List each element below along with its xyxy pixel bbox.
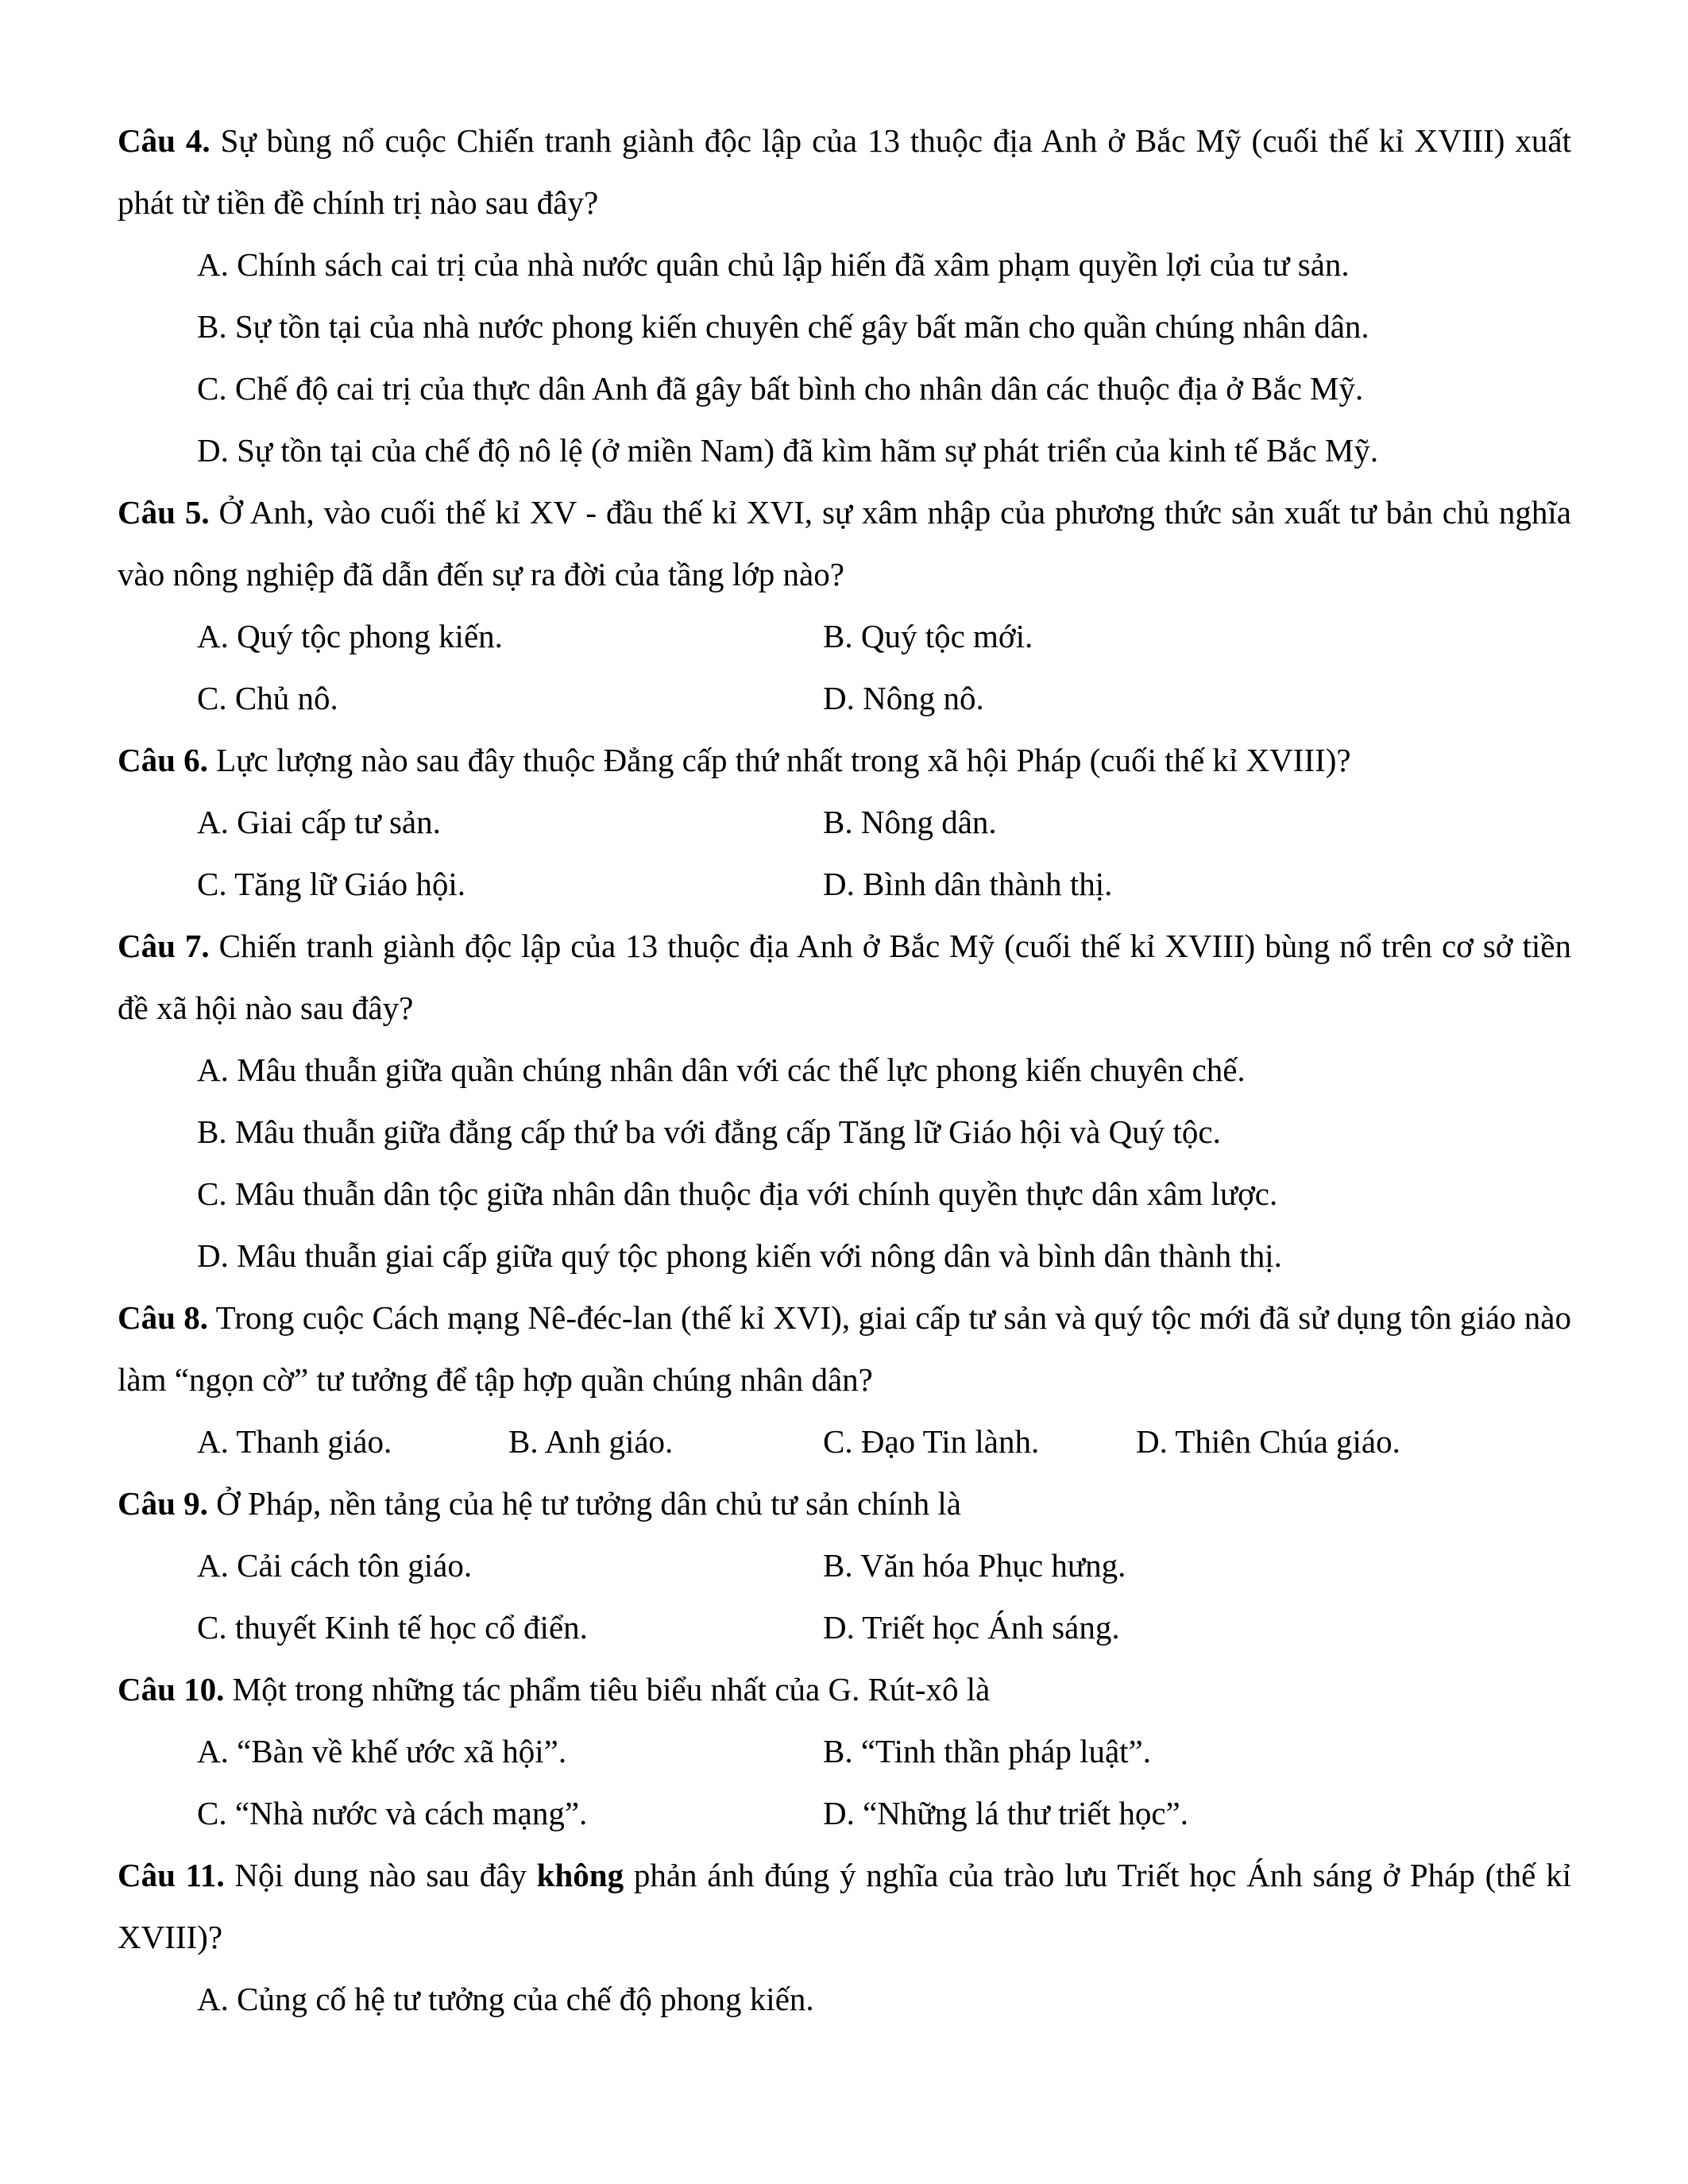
option-5a: A. Quý tộc phong kiến. — [197, 618, 503, 654]
option-11a: A. Củng cố hệ tư tưởng của chế độ phong kiến. — [197, 1981, 814, 2017]
option-7b: B. Mâu thuẫn giữa đẳng cấp thứ ba với đẳng cấp Tăng lữ Giáo hội và Quý tộc. — [197, 1113, 1221, 1150]
question-9 — [118, 1472, 1571, 1534]
question-4 — [118, 110, 1571, 233]
question-text-after: phản ánh đúng ý nghĩa của trào lưu Triết học Ánh sáng ở Pháp (thế kỉ XVIII)? — [118, 1857, 1571, 1955]
question-6 — [118, 729, 1571, 791]
option-8c: C. Đạo Tin lành. — [823, 1423, 1040, 1460]
question-text: Lực lượng nào sau đây thuộc Đẳng cấp thứ nhất trong xã hội Pháp (cuối thế kỉ XVIII)? — [207, 742, 1351, 778]
option-9b: B. Văn hóa Phục hưng. — [823, 1547, 1126, 1584]
option-7d: D. Mâu thuẫn giai cấp giữa quý tộc phong kiến với nông dân và bình dân thành thị. — [197, 1237, 1282, 1274]
question-5 — [118, 481, 1571, 605]
question-number: Câu 7. — [118, 928, 210, 964]
question-text: Một trong những tác phẩm tiêu biểu nhất của G. Rút-xô là — [224, 1671, 991, 1707]
question-number: Câu 5. — [118, 494, 210, 531]
option-4b: B. Sự tồn tại của nhà nước phong kiến chuyên chế gây bất mãn cho quần chúng nhân dân. — [197, 308, 1369, 345]
question-7 — [118, 915, 1571, 1039]
question-10 — [118, 1658, 1571, 1720]
option-8b: B. Anh giáo. — [508, 1423, 674, 1460]
question-text-before: Nội dung nào sau đây — [224, 1857, 537, 1893]
option-9d: D. Triết học Ánh sáng. — [823, 1609, 1120, 1646]
question-emphasis: không — [536, 1857, 624, 1893]
question-number: Câu 4. — [118, 122, 211, 159]
option-7a: A. Mâu thuẫn giữa quần chúng nhân dân với các thế lực phong kiến chuyên chế. — [197, 1051, 1246, 1088]
option-5d: D. Nông nô. — [823, 680, 984, 716]
option-4c: C. Chế độ cai trị của thực dân Anh đã gây bất bình cho nhân dân các thuộc địa ở Bắc Mỹ. — [197, 370, 1364, 407]
question-text: Trong cuộc Cách mạng Nê-đéc-lan (thế kỉ XVI), giai cấp tư sản và quý tộc mới đã sử dụng tôn giáo nào làm “ngọn cờ” tư tưởng để tập hợp quần chúng nhân dân? — [118, 1299, 1571, 1398]
option-10c: C. “Nhà nước và cách mạng”. — [197, 1795, 588, 1831]
option-7c: C. Mâu thuẫn dân tộc giữa nhân dân thuộc địa với chính quyền thực dân xâm lược. — [197, 1175, 1278, 1212]
question-number: Câu 9. — [118, 1485, 208, 1522]
question-11 — [118, 1844, 1571, 1968]
question-text: Chiến tranh giành độc lập của 13 thuộc địa Anh ở Bắc Mỹ (cuối thế kỉ XVIII) bùng nổ trên cơ sở tiền đề xã hội nào sau đây? — [118, 928, 1571, 1026]
question-8 — [118, 1287, 1571, 1410]
option-10d: D. “Những lá thư triết học”. — [823, 1795, 1189, 1831]
option-9c: C. thuyết Kinh tế học cổ điển. — [197, 1609, 588, 1646]
option-6d: D. Bình dân thành thị. — [823, 866, 1113, 902]
question-text: Sự bùng nổ cuộc Chiến tranh giành độc lập của 13 thuộc địa Anh ở Bắc Mỹ (cuối thế kỉ XVIII) xuất phát từ tiền đề chính trị nào sau đây? — [118, 122, 1571, 221]
option-10a: A. “Bàn về khế ước xã hội”. — [197, 1733, 567, 1769]
option-9a: A. Cải cách tôn giáo. — [197, 1547, 473, 1584]
option-5b: B. Quý tộc mới. — [823, 618, 1033, 654]
question-text: Ở Pháp, nền tảng của hệ tư tưởng dân chủ tư sản chính là — [207, 1485, 961, 1522]
option-5c: C. Chủ nô. — [197, 680, 338, 716]
question-number: Câu 6. — [118, 742, 208, 778]
option-4d: D. Sự tồn tại của chế độ nô lệ (ở miền Nam) đã kìm hãm sự phát triển của kinh tế Bắc Mỹ. — [197, 432, 1379, 469]
option-6b: B. Nông dân. — [823, 804, 997, 840]
question-number: Câu 10. — [118, 1671, 225, 1707]
option-4a: A. Chính sách cai trị của nhà nước quân chủ lập hiến đã xâm phạm quyền lợi của tư sản. — [197, 246, 1350, 283]
question-number: Câu 8. — [118, 1299, 209, 1336]
option-6c: C. Tăng lữ Giáo hội. — [197, 866, 466, 902]
option-10b: B. “Tinh thần pháp luật”. — [823, 1733, 1152, 1769]
option-8d: D. Thiên Chúa giáo. — [1136, 1423, 1400, 1460]
option-8a: A. Thanh giáo. — [197, 1423, 392, 1460]
question-number: Câu 11. — [118, 1857, 225, 1893]
option-6a: A. Giai cấp tư sản. — [197, 804, 441, 840]
question-text: Ở Anh, vào cuối thế kỉ XV - đầu thế kỉ XVI, sự xâm nhập của phương thức sản xuất tư bản chủ nghĩa vào nông nghiệp đã dẫn đến sự ra đời của tầng lớp nào? — [118, 494, 1571, 592]
